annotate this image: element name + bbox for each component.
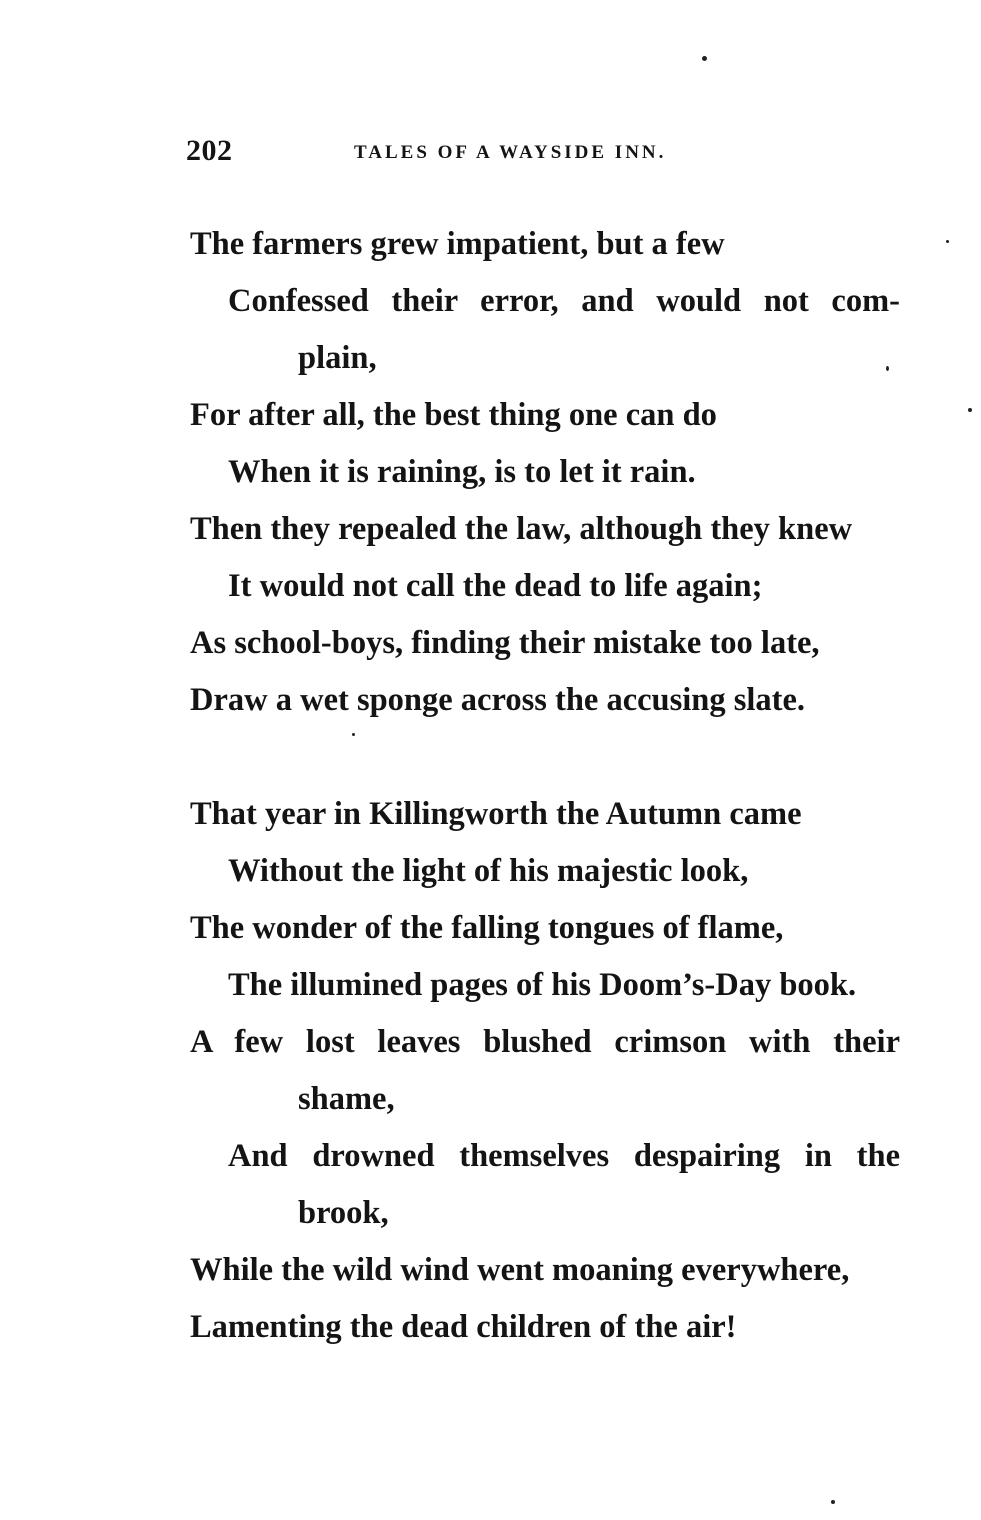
- poem-line: It would not call the dead to life again;: [228, 568, 763, 604]
- scan-speck: [886, 366, 889, 371]
- poem-line: And drowned themselves despairing in the: [228, 1138, 900, 1174]
- poem-line: plain,: [298, 340, 377, 376]
- poem-line: The illumined pages of his Doom’s-Day book.: [228, 967, 857, 1003]
- page-number: 202: [186, 134, 233, 167]
- poem-line: When it is raining, is to let it rain.: [228, 454, 696, 490]
- poem-line: The wonder of the falling tongues of flame,: [190, 910, 784, 946]
- scan-speck: [702, 56, 707, 61]
- poem-line: While the wild wind went moaning everywhere,: [190, 1252, 850, 1288]
- poem-line: Lamenting the dead children of the air!: [190, 1309, 737, 1345]
- poem-line: shame,: [298, 1081, 395, 1117]
- poem-line: As school-boys, finding their mistake too late,: [190, 625, 820, 661]
- poem-line: The farmers grew impatient, but a few: [190, 226, 725, 262]
- poem-line: Without the light of his majestic look,: [228, 853, 749, 889]
- running-header: [186, 128, 746, 176]
- running-title: TALES OF A WAYSIDE INN.: [354, 142, 667, 163]
- poem-line: Confessed their error, and would not com-: [228, 283, 900, 319]
- poem-line: A few lost leaves blushed crimson with their: [190, 1024, 900, 1060]
- poem-line: That year in Killingworth the Autumn came: [190, 796, 802, 832]
- scan-speck: [352, 733, 355, 736]
- scan-speck: [946, 240, 949, 243]
- scan-speck: [831, 1500, 835, 1504]
- scan-speck: [968, 408, 972, 412]
- poem-line: Then they repealed the law, although they knew: [190, 511, 853, 547]
- poem-line: brook,: [298, 1195, 389, 1231]
- poem-line: Draw a wet sponge across the accusing slate.: [190, 682, 806, 718]
- poem-line: For after all, the best thing one can do: [190, 397, 717, 433]
